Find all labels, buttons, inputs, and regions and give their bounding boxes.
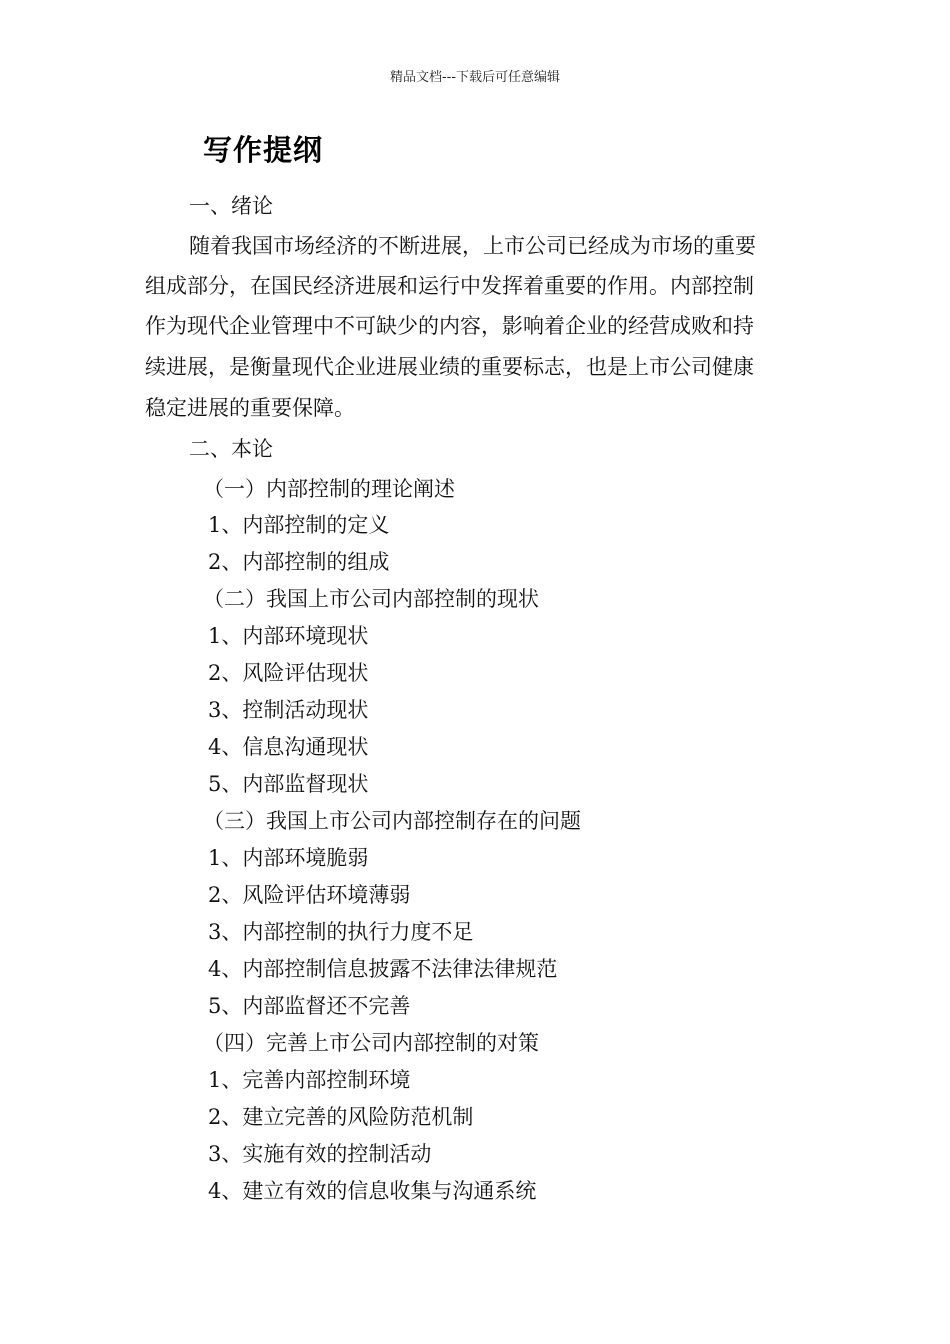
outline-item: 4、信息沟通现状 — [208, 735, 369, 759]
outline-item: 3、内部控制的执行力度不足 — [208, 920, 474, 944]
paragraph-line: 组成部分，在国民经济进展和运行中发挥着重要的作用。内部控制 — [145, 274, 754, 298]
subsection-title: （二）我国上市公司内部控制的现状 — [203, 587, 539, 611]
outline-item: 5、内部监督现状 — [208, 772, 369, 796]
header-note: 精品文档---下载后可任意编辑 — [389, 70, 561, 85]
outline-item: 2、建立完善的风险防范机制 — [208, 1105, 474, 1129]
outline-item: 4、建立有效的信息收集与沟通系统 — [208, 1179, 537, 1203]
paragraph-line: 作为现代企业管理中不可缺少的内容，影响着企业的经营成败和持 — [145, 314, 754, 338]
outline-item: 1、内部控制的定义 — [208, 513, 390, 537]
subsection-title: （四）完善上市公司内部控制的对策 — [203, 1031, 539, 1055]
paragraph-line: 随着我国市场经济的不断进展，上市公司已经成为市场的重要 — [189, 234, 756, 258]
outline-item: 2、内部控制的组成 — [208, 550, 390, 574]
document-title: 写作提纲 — [203, 133, 324, 167]
paragraph-line: 续进展，是衡量现代企业进展业绩的重要标志，也是上市公司健康 — [145, 355, 754, 379]
outline-item: 3、实施有效的控制活动 — [208, 1142, 432, 1166]
outline-item: 3、控制活动现状 — [208, 698, 369, 722]
outline-item: 1、内部环境脆弱 — [208, 846, 369, 870]
subsection-title: （一）内部控制的理论阐述 — [203, 477, 455, 501]
outline-item: 5、内部监督还不完善 — [208, 994, 411, 1018]
outline-item: 1、完善内部控制环境 — [208, 1068, 411, 1092]
outline-item: 1、内部环境现状 — [208, 624, 369, 648]
outline-item: 2、风险评估现状 — [208, 661, 369, 685]
paragraph-line: 稳定进展的重要保障。 — [145, 396, 355, 420]
section-heading-introduction: 一、绪论 — [189, 194, 273, 218]
subsection-title: （三）我国上市公司内部控制存在的问题 — [203, 809, 581, 833]
outline-item: 2、风险评估环境薄弱 — [208, 883, 411, 907]
outline-item: 4、内部控制信息披露不法律法律规范 — [208, 957, 558, 981]
section-heading-main-body: 二、本论 — [189, 437, 273, 461]
